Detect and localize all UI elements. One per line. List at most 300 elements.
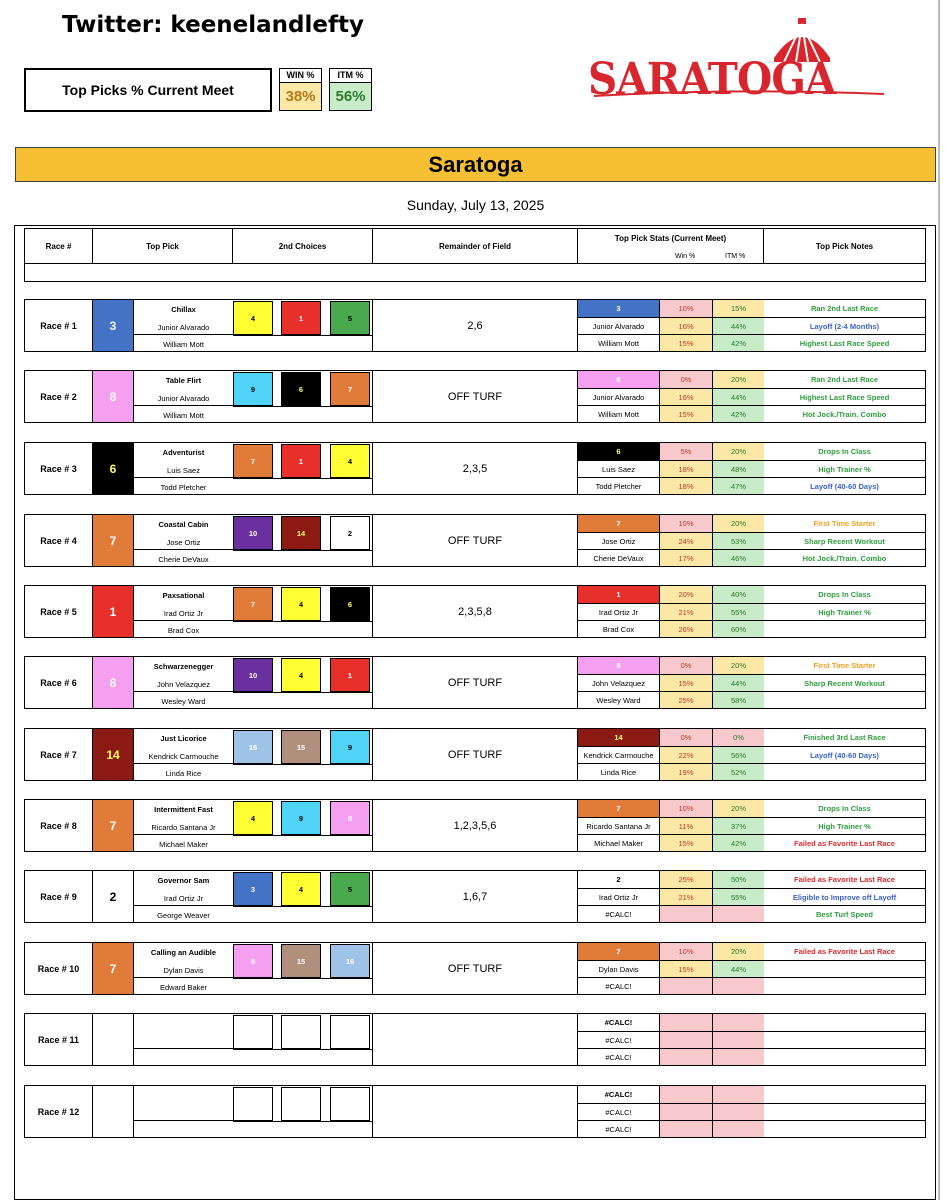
remainder-of-field: 1,6,7 <box>373 871 578 922</box>
pick-note: Failed as Favorite Last Race <box>794 875 895 884</box>
stats-trainer: Cherie DeVaux <box>578 550 660 566</box>
race-row <box>24 370 926 423</box>
jockey-name: Irad Ortiz Jr <box>163 894 204 903</box>
race-row <box>24 1013 926 1066</box>
pick-notes <box>764 1014 925 1065</box>
trainer-name: William Mott <box>163 411 204 420</box>
race-row <box>24 514 926 567</box>
itm-pct: 42% <box>713 835 764 851</box>
stats-jockey: Luis Saez <box>578 461 660 477</box>
choice-box <box>281 1087 321 1121</box>
pick-note <box>764 763 925 780</box>
twitter-handle: Twitter: keenelandlefty <box>62 12 364 38</box>
stats-jockey: #CALC! <box>578 1104 660 1120</box>
win-pct: 16% <box>660 389 713 405</box>
trainer-name: Todd Pletcher <box>160 483 207 492</box>
race-row <box>24 799 926 852</box>
choice-box: 10 <box>233 516 273 550</box>
second-choices <box>233 943 373 994</box>
win-pct <box>660 1086 713 1103</box>
choice-box: 8 <box>330 801 370 835</box>
col-stats: Top Pick Stats (Current Meet) <box>578 229 764 263</box>
stats-jockey: Junior Alvarado <box>578 318 660 334</box>
itm-pct: 15% <box>713 300 764 317</box>
jockey-name: Ricardo Santana Jr <box>151 823 216 832</box>
pick-note: Layoff (40-60 Days) <box>764 477 925 494</box>
win-pct: 20% <box>660 586 713 603</box>
itm-pct <box>713 1086 764 1103</box>
win-pct: 19% <box>660 764 713 780</box>
choice-box: 10 <box>233 658 273 692</box>
itm-pct: 42% <box>713 335 764 351</box>
stats-trainer: Linda Rice <box>578 764 660 780</box>
win-pct: 10% <box>660 515 713 532</box>
choice-box: 4 <box>281 872 321 906</box>
horse-name: Governor Sam <box>157 876 210 885</box>
trainer-name: Cherie DeVaux <box>158 555 209 564</box>
win-pct: 24% <box>660 533 713 549</box>
horse-name: Coastal Cabin <box>158 520 209 529</box>
jockey-name: Irad Ortiz Jr <box>163 609 204 618</box>
top-pick-number: 7 <box>93 515 134 566</box>
race-row <box>24 1085 926 1138</box>
pick-notes <box>764 943 925 994</box>
top-pick-number: 3 <box>93 300 134 351</box>
top-pick-number <box>93 1014 134 1065</box>
win-pct <box>660 1121 713 1137</box>
header-spacer <box>24 264 926 282</box>
race-label: Race # 2 <box>25 371 93 422</box>
win-pct <box>660 1049 713 1065</box>
top-pick-number: 14 <box>93 729 134 780</box>
second-choices <box>233 1086 373 1137</box>
race-label: Race # 11 <box>25 1014 93 1065</box>
itm-pct: 40% <box>713 586 764 603</box>
itm-pct <box>713 1049 764 1065</box>
stats-trainer: William Mott <box>578 335 660 351</box>
stats-pick-number: 1 <box>578 586 660 603</box>
pick-note: High Trainer % <box>764 603 925 620</box>
pick-note: Hot Jock./Train. Combo <box>764 405 925 422</box>
choice-box: 16 <box>233 730 273 764</box>
horse-name: Just Licorice <box>160 734 207 743</box>
win-pct: 21% <box>660 604 713 620</box>
horse-name: Calling an Audible <box>150 948 217 957</box>
win-pct: 11% <box>660 818 713 834</box>
race-date: Sunday, July 13, 2025 <box>406 197 545 213</box>
second-choices <box>233 871 373 922</box>
itm-pct: 0% <box>713 729 764 746</box>
choice-box: 8 <box>233 944 273 978</box>
race-label: Race # 5 <box>25 586 93 637</box>
second-choices <box>233 800 373 851</box>
itm-pct: 20% <box>713 943 764 960</box>
stats-jockey: Ricardo Santana Jr <box>578 818 660 834</box>
pick-note <box>764 1103 925 1120</box>
horse-name: Table Flirt <box>165 376 202 385</box>
top-pick-number: 7 <box>93 943 134 994</box>
itm-pct: 50% <box>713 871 764 888</box>
race-label: Race # 10 <box>25 943 93 994</box>
pick-stats <box>578 371 764 422</box>
itm-pct: 44% <box>713 961 764 977</box>
choice-box <box>233 1015 273 1049</box>
pick-notes <box>764 1086 925 1137</box>
pick-stats <box>578 443 764 494</box>
stats-pick-number: 3 <box>578 300 660 317</box>
second-choices <box>233 1014 373 1065</box>
win-pct: 25% <box>660 871 713 888</box>
pick-note: High Trainer % <box>764 817 925 834</box>
race-label: Race # 3 <box>25 443 93 494</box>
pick-stats <box>578 515 764 566</box>
race-row <box>24 442 926 495</box>
itm-pct: 44% <box>713 318 764 334</box>
trainer-name: Michael Maker <box>159 840 208 849</box>
itm-pct: 53% <box>713 533 764 549</box>
choice-box: 1 <box>281 444 321 478</box>
jockey-name: Dylan Davis <box>163 966 204 975</box>
remainder-of-field: OFF TURF <box>373 371 578 422</box>
top-pick-number <box>93 1086 134 1137</box>
pick-note: High Trainer % <box>764 460 925 477</box>
trainer-name: Edward Baker <box>159 983 208 992</box>
itm-pct: 20% <box>713 800 764 817</box>
top-pick-number: 8 <box>93 657 134 708</box>
pick-note: Sharp Recent Workout <box>764 532 925 549</box>
itm-pct <box>713 1032 764 1048</box>
itm-pct: 42% <box>713 406 764 422</box>
jockey-name: Junior Alvarado <box>157 394 210 403</box>
stats-pick-number: 8 <box>578 371 660 388</box>
horse-name: Chillax <box>171 305 196 314</box>
race-label: Race # 1 <box>25 300 93 351</box>
pick-notes <box>764 443 925 494</box>
pick-note: Eligible to Improve off Layoff <box>764 888 925 905</box>
stats-jockey: Junior Alvarado <box>578 389 660 405</box>
stats-pick-number: 6 <box>578 443 660 460</box>
track-banner: Saratoga <box>15 147 936 182</box>
pick-note <box>764 691 925 708</box>
pick-notes <box>764 371 925 422</box>
itm-pct: 20% <box>713 371 764 388</box>
race-row <box>24 870 926 923</box>
choice-box: 3 <box>233 872 273 906</box>
race-row <box>24 942 926 995</box>
col-notes: Top Pick Notes <box>815 241 874 251</box>
stats-jockey: Kendrick Carmouche <box>578 747 660 763</box>
jockey-name: Kendrick Carmouche <box>148 752 219 761</box>
itm-pct: 60% <box>713 621 764 637</box>
itm-pct: 44% <box>713 389 764 405</box>
remainder-of-field: OFF TURF <box>373 729 578 780</box>
win-pct: 18% <box>660 461 713 477</box>
remainder-of-field: 2,6 <box>373 300 578 351</box>
win-pct <box>660 978 713 994</box>
win-pct <box>660 1032 713 1048</box>
top-pick-number: 8 <box>93 371 134 422</box>
stats-trainer: #CALC! <box>578 1121 660 1137</box>
itm-pct: 52% <box>713 764 764 780</box>
pick-note: Layoff (2-4 Months) <box>764 317 925 334</box>
col-second-choices: 2nd Choices <box>233 229 373 263</box>
race-label: Race # 9 <box>25 871 93 922</box>
stats-trainer: #CALC! <box>578 1049 660 1065</box>
itm-pct: 56% <box>713 747 764 763</box>
choice-box <box>233 1087 273 1121</box>
win-pct-value: 38% <box>279 82 322 111</box>
col-top-pick: Top Pick <box>93 229 233 263</box>
itm-pct: 37% <box>713 818 764 834</box>
pick-note: Failed as Favorite Last Race <box>794 947 895 956</box>
win-pct: 25% <box>660 692 713 708</box>
choice-box: 4 <box>233 301 273 335</box>
race-label: Race # 6 <box>25 657 93 708</box>
win-pct: 26% <box>660 621 713 637</box>
itm-pct: 44% <box>713 675 764 691</box>
stats-jockey: #CALC! <box>578 1032 660 1048</box>
stats-trainer: Brad Cox <box>578 621 660 637</box>
itm-pct <box>713 906 764 922</box>
itm-pct: 46% <box>713 550 764 566</box>
pick-note: Drops In Class <box>818 447 871 456</box>
win-pct <box>660 906 713 922</box>
remainder-of-field: OFF TURF <box>373 515 578 566</box>
trainer-name: George Weaver <box>157 911 210 920</box>
choice-box: 1 <box>281 301 321 335</box>
pick-stats <box>578 1086 764 1137</box>
choice-box: 4 <box>281 658 321 692</box>
stats-jockey: Jose Ortiz <box>578 533 660 549</box>
col-itm: ITM % <box>725 253 746 260</box>
top-pick-number: 7 <box>93 800 134 851</box>
choice-box: 5 <box>330 301 370 335</box>
win-pct: 0% <box>660 657 713 674</box>
horse-name: Paxsational <box>162 591 205 600</box>
pick-stats <box>578 657 764 708</box>
choice-box <box>330 1015 370 1049</box>
pick-note <box>764 1048 925 1065</box>
pick-note <box>764 1086 925 1103</box>
pick-note: Hot Jock./Train. Combo <box>764 549 925 566</box>
remainder-of-field: OFF TURF <box>373 943 578 994</box>
stats-pick-number: 2 <box>578 871 660 888</box>
pick-notes <box>764 871 925 922</box>
stats-jockey: Irad Ortiz Jr <box>578 889 660 905</box>
pick-stats <box>578 729 764 780</box>
trainer-name: William Mott <box>163 340 204 349</box>
stats-top: #CALC! <box>578 1086 660 1103</box>
win-pct: 15% <box>660 961 713 977</box>
win-pct <box>660 1104 713 1120</box>
stats-pick-number: 7 <box>578 943 660 960</box>
stats-pick-number: 14 <box>578 729 660 746</box>
pick-note: Highest Last Race Speed <box>764 388 925 405</box>
itm-pct: 20% <box>713 515 764 532</box>
stats-pick-number: 8 <box>578 657 660 674</box>
itm-pct <box>713 978 764 994</box>
itm-pct: 55% <box>713 604 764 620</box>
choice-box: 15 <box>281 944 321 978</box>
jockey-name: Luis Saez <box>167 466 200 475</box>
itm-pct-label: ITM % <box>329 68 372 82</box>
pick-note <box>764 620 925 637</box>
stats-jockey: Dylan Davis <box>578 961 660 977</box>
choice-box: 15 <box>281 730 321 764</box>
remainder-of-field: 2,3,5,8 <box>373 586 578 637</box>
stats-trainer: Wesley Ward <box>578 692 660 708</box>
pick-note: Sharp Recent Workout <box>764 674 925 691</box>
jockey-name: Jose Ortiz <box>166 538 201 547</box>
second-choices <box>233 515 373 566</box>
pick-notes <box>764 586 925 637</box>
second-choices <box>233 586 373 637</box>
win-pct-label: WIN % <box>279 68 322 82</box>
trainer-name: Wesley Ward <box>161 697 206 706</box>
win-pct: 17% <box>660 550 713 566</box>
choice-box: 1 <box>330 658 370 692</box>
win-pct: 15% <box>660 675 713 691</box>
pick-note: First Time Starter <box>813 519 876 528</box>
second-choices <box>233 657 373 708</box>
win-pct: 10% <box>660 800 713 817</box>
choice-box: 5 <box>330 872 370 906</box>
win-pct: 16% <box>660 318 713 334</box>
win-pct: 22% <box>660 747 713 763</box>
pick-stats <box>578 871 764 922</box>
pick-note <box>764 1014 925 1031</box>
choice-box: 16 <box>330 944 370 978</box>
itm-pct <box>713 1121 764 1137</box>
itm-pct-value: 56% <box>329 82 372 111</box>
remainder-of-field <box>373 1086 578 1137</box>
win-pct: 15% <box>660 406 713 422</box>
itm-pct: 47% <box>713 478 764 494</box>
stats-trainer: Michael Maker <box>578 835 660 851</box>
jockey-name: John Velazquez <box>157 680 210 689</box>
pick-notes <box>764 657 925 708</box>
remainder-of-field: OFF TURF <box>373 657 578 708</box>
race-row <box>24 656 926 709</box>
itm-pct: 20% <box>713 657 764 674</box>
pick-stats <box>578 300 764 351</box>
choice-box: 14 <box>281 516 321 550</box>
pick-note: Best Turf Speed <box>764 905 925 922</box>
choice-box: 7 <box>233 444 273 478</box>
win-pct: 5% <box>660 443 713 460</box>
choice-box <box>330 1087 370 1121</box>
itm-pct: 58% <box>713 692 764 708</box>
win-pct: 10% <box>660 943 713 960</box>
pick-note <box>764 1031 925 1048</box>
choice-box: 4 <box>233 801 273 835</box>
pick-note <box>764 960 925 977</box>
second-choices <box>233 729 373 780</box>
choice-box <box>281 1015 321 1049</box>
pick-note: Ran 2nd Last Race <box>810 304 879 313</box>
pick-note <box>764 1120 925 1137</box>
top-pick-number: 2 <box>93 871 134 922</box>
choice-box: 6 <box>281 372 321 406</box>
jockey-name: Junior Alvarado <box>157 323 210 332</box>
saratoga-logo: SARATOGA <box>584 18 896 100</box>
pick-note <box>764 977 925 994</box>
stats-trainer: #CALC! <box>578 906 660 922</box>
stats-trainer: #CALC! <box>578 978 660 994</box>
choice-box: 9 <box>330 730 370 764</box>
remainder-of-field: 2,3,5 <box>373 443 578 494</box>
top-pick-number: 1 <box>93 586 134 637</box>
pick-stats <box>578 943 764 994</box>
pick-notes <box>764 515 925 566</box>
second-choices <box>233 371 373 422</box>
pick-stats <box>578 1014 764 1065</box>
win-pct: 0% <box>660 371 713 388</box>
pick-notes <box>764 300 925 351</box>
picks-table-header <box>24 228 926 264</box>
pick-stats <box>578 800 764 851</box>
top-pick-number: 6 <box>93 443 134 494</box>
horse-name: Intermittent Fast <box>154 805 213 814</box>
win-pct: 10% <box>660 300 713 317</box>
pick-note: Layoff (40-60 Days) <box>764 746 925 763</box>
pick-note: Drops In Class <box>818 804 871 813</box>
second-choices <box>233 300 373 351</box>
pick-notes <box>764 800 925 851</box>
race-row <box>24 299 926 352</box>
win-pct: 21% <box>660 889 713 905</box>
remainder-of-field <box>373 1014 578 1065</box>
stats-pick-number: 7 <box>578 515 660 532</box>
stats-pick-number: 7 <box>578 800 660 817</box>
itm-pct: 48% <box>713 461 764 477</box>
pick-note: Drops In Class <box>818 590 871 599</box>
horse-name: Adventurist <box>162 448 205 457</box>
trainer-name: Brad Cox <box>167 626 200 635</box>
col-win: Win % <box>675 253 696 260</box>
page-edge <box>938 0 940 1200</box>
col-race: Race # <box>25 229 93 263</box>
choice-box: 7 <box>233 587 273 621</box>
second-choices <box>233 443 373 494</box>
pick-note: Failed as Favorite Last Race <box>764 834 925 851</box>
itm-pct: 20% <box>713 443 764 460</box>
stats-top: #CALC! <box>578 1014 660 1031</box>
choice-box: 4 <box>330 444 370 478</box>
win-pct <box>660 1014 713 1031</box>
stats-trainer: William Mott <box>578 406 660 422</box>
choice-box: 6 <box>330 587 370 621</box>
pick-stats <box>578 586 764 637</box>
pick-note: Ran 2nd Last Race <box>810 375 879 384</box>
itm-pct <box>713 1104 764 1120</box>
choice-box: 2 <box>330 516 370 550</box>
win-pct: 15% <box>660 335 713 351</box>
stats-jockey: John Velazquez <box>578 675 660 691</box>
choice-box: 7 <box>330 372 370 406</box>
pick-note: Finished 3rd Last Race <box>803 733 886 742</box>
race-row <box>24 585 926 638</box>
stats-jockey: Irad Ortiz Jr <box>578 604 660 620</box>
top-picks-label: Top Picks % Current Meet <box>24 68 272 112</box>
race-label: Race # 4 <box>25 515 93 566</box>
race-label: Race # 7 <box>25 729 93 780</box>
win-pct: 15% <box>660 835 713 851</box>
race-label: Race # 8 <box>25 800 93 851</box>
itm-pct: 55% <box>713 889 764 905</box>
horse-name: Schwarzenegger <box>153 662 214 671</box>
pick-notes <box>764 729 925 780</box>
